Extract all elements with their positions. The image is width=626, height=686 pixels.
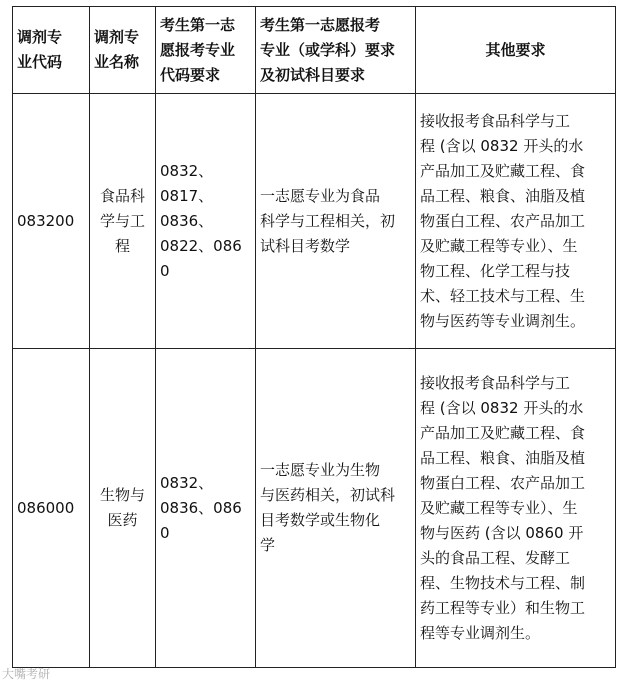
cell-text: 程 [114,236,130,255]
cell-text: 程、生物技术与工程、制 [420,573,586,592]
cell-text: 产品加工及贮藏工程、食 [420,161,586,180]
cell-text: 及贮藏工程等专业）、生 [420,498,578,517]
header-row [13,7,616,94]
cell-other-requirements [416,94,616,349]
cell-text: 产品加工及贮藏工程、食 [420,423,586,442]
cell-text: 药工程等专业）和生物工 [420,598,586,617]
cell-text: 物蛋白工程、农产品加工 [420,473,586,492]
header-first-choice-codes [156,7,256,94]
cell-text: 0836、0860 [160,498,242,542]
cell-code: 083200 [13,94,90,349]
cell-text: 头的食品工程、发酵工 [420,548,571,567]
cell-text: 0817、 [160,186,214,205]
header-code [13,7,90,94]
header-text: 考生第一志 [160,15,236,34]
cell-other-requirements [416,349,616,668]
cell-text: 物与医药 (含以 0860 开 [420,523,584,542]
header-text: 业代码 [17,53,63,71]
cell-code: 086000 [13,349,90,668]
cell-text: 程等专业调剂生。 [420,623,541,642]
cell-text: 试科目考数学 [260,236,351,255]
cell-text: 程 (含以 0832 开头的水 [420,398,584,417]
cell-text: 物工程、化学工程与技 [420,261,571,280]
header-text: 及初试科目要求 [260,65,366,84]
cell-text: 一志愿专业为食品 [260,186,381,205]
cell-first-choice-requirements [256,349,416,668]
cell-text: 科学与工程相关，初 [260,211,396,230]
header-text: 愿报考专业 [160,40,236,59]
cell-text: 0836、 [160,211,214,230]
cell-first-choice-codes [156,94,256,349]
cell-text: 目考数学或生物化 [260,511,381,529]
table-row [13,94,616,349]
cell-text: 品工程、粮食、油脂及植 [420,448,586,467]
header-text: 调剂专 [94,28,140,46]
cell-text: 及贮藏工程等专业）、生 [420,236,578,255]
watermark: 大嘴考研 [2,667,51,681]
header-text: 其他要求 [485,40,546,59]
cell-text: 0832、 [160,161,214,180]
cell-text: 学与工 [99,211,145,230]
cell-text: 生物与 [99,486,145,504]
cell-text: 食品科 [99,186,145,205]
header-other-requirements [416,7,616,94]
header-first-choice-requirements [256,7,416,94]
cell-text: 接收报考食品科学与工 [420,111,571,130]
cell-text: 医药 [107,511,138,529]
header-text: 考生第一志愿报考 [260,15,381,34]
cell-text: 物与医药等专业调剂生。 [420,311,586,330]
cell-text: 一志愿专业为生物 [260,461,381,479]
cell-text: 物蛋白工程、农产品加工 [420,211,586,230]
cell-text: 0822、0860 [160,236,242,280]
cell-first-choice-requirements [256,94,416,349]
cell-first-choice-codes [156,349,256,668]
header-text: 代码要求 [160,65,221,84]
cell-name [90,349,156,668]
adjustment-table [12,6,616,668]
table-row [13,349,616,668]
header-name [90,7,156,94]
cell-text: 学 [260,536,276,554]
header-text: 业名称 [94,53,140,71]
cell-text: 0832、 [160,473,214,492]
cell-text: 术、轻工技术与工程、生 [420,286,586,305]
cell-text: 程 (含以 0832 开头的水 [420,136,584,155]
cell-text: 与医药相关，初试科 [260,486,396,504]
cell-name [90,94,156,349]
header-text: 调剂专 [17,28,63,46]
cell-text: 品工程、粮食、油脂及植 [420,186,586,205]
cell-text: 接收报考食品科学与工 [420,373,571,392]
header-text: 专业（或学科）要求 [260,40,396,59]
